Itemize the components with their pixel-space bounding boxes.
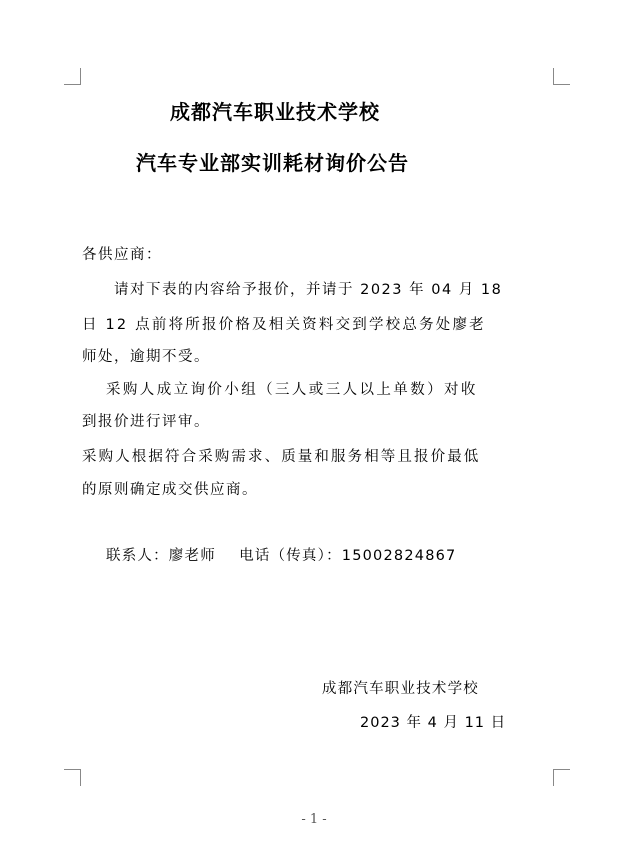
paragraph-3-line-1: 采购人根据符合采购需求、质量和服务相等且报价最低: [82, 449, 481, 465]
signature-date: 2023 年 4 月 11 日: [360, 715, 507, 731]
crop-mark-bottom-left: [64, 769, 81, 786]
page-number: - 1 -: [301, 812, 327, 827]
paragraph-1-line-1: 请对下表的内容给予报价，并请于 2023 年 04 月 18: [114, 282, 503, 298]
crop-mark-top-left: [64, 68, 81, 85]
paragraph-2-line-2: 到报价进行评审。: [82, 414, 210, 430]
paragraph-3-line-2: 的原则确定成交供应商。: [82, 482, 258, 498]
paragraph-1-line-2: 日 12 点前将所报价格及相关资料交到学校总务处廖老: [82, 317, 486, 333]
salutation: 各供应商：: [82, 247, 162, 263]
signature-school: 成都汽车职业技术学校: [322, 681, 479, 697]
crop-mark-bottom-right: [553, 769, 570, 786]
document-title-notice: 汽车专业部实训耗材询价公告: [136, 151, 409, 175]
paragraph-2-line-1: 采购人成立询价小组（三人或三人以上单数）对收: [106, 382, 478, 398]
contact-info: 联系人：廖老师 电话（传真）：15002824867: [106, 548, 457, 564]
document-title-school: 成都汽车职业技术学校: [170, 100, 380, 124]
crop-mark-top-right: [553, 68, 570, 85]
paragraph-1-line-3: 师处，逾期不受。: [82, 349, 210, 365]
